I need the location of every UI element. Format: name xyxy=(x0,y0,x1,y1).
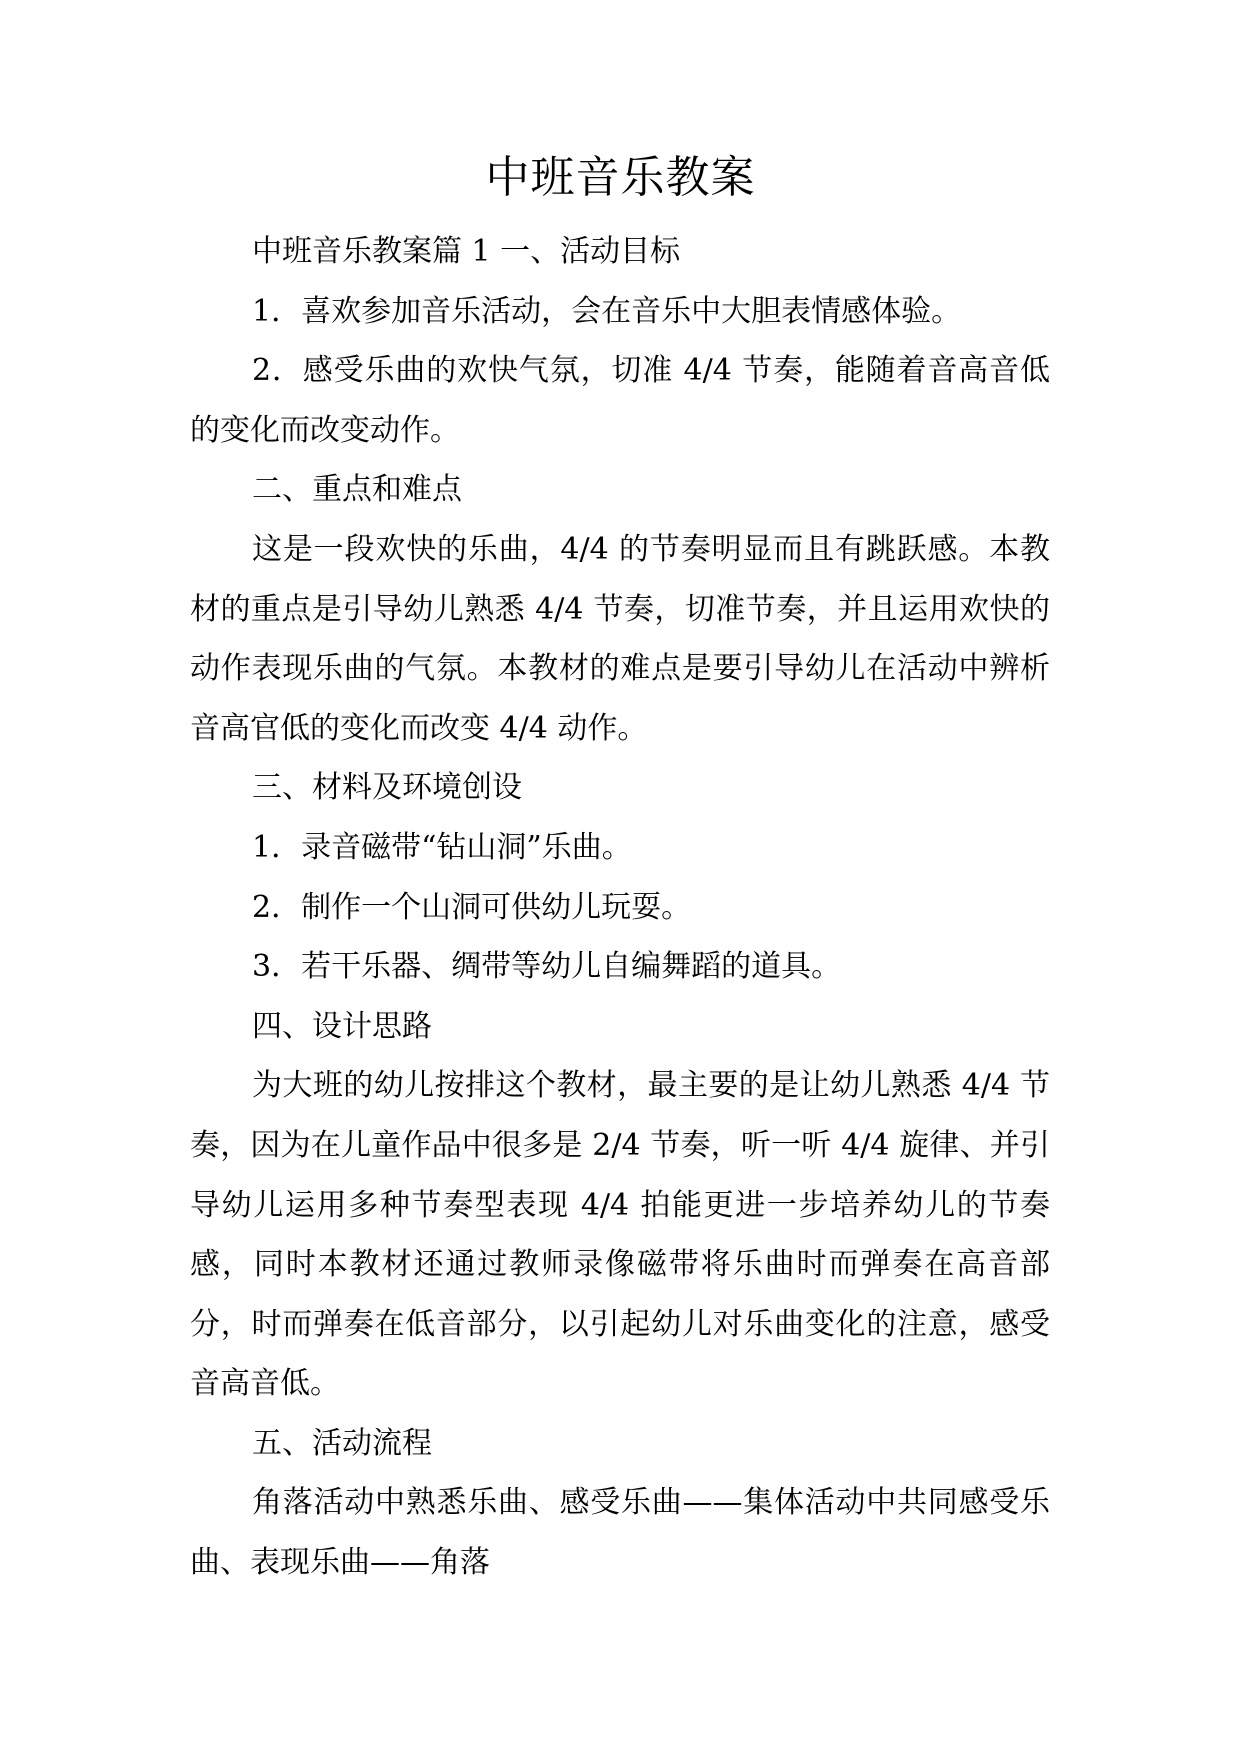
material-item-3: 3．若干乐器、绸带等幼儿自编舞蹈的道具。 xyxy=(252,949,842,985)
section-heading-materials: 三、材料及环境创设 xyxy=(252,770,522,806)
material-item-1: 1．录音磁带“钻山洞”乐曲。 xyxy=(252,829,632,865)
document-body xyxy=(190,222,1050,1593)
goal-item-2: 2．感受乐曲的欢快气氛，切准 4/4 节奏，能随着音高音低的变化而改变动作。 xyxy=(190,353,1050,448)
section-heading-key-points: 二、重点和难点 xyxy=(252,472,462,508)
section-heading-goals: 中班音乐教案篇 1 一、活动目标 xyxy=(252,234,681,269)
design-paragraph: 为大班的幼儿按排这个教材，最主要的是让幼儿熟悉 4/4 节奏，因为在儿童作品中很多是 2/4 节奏，听一听 4/4 旋律、并引导幼儿运用多种节奏型表现 4/4 拍能更进一步培养幼儿的节奏感，同时本教材还通过教师录像磁带将乐曲时而弹奏在高音部分，时而弹奏在低音部分，以引起幼儿对乐曲变化的注意，感受音高音低。 xyxy=(190,1068,1050,1402)
goal-item-1: 1．喜欢参加音乐活动，会在音乐中大胆表情感体验。 xyxy=(252,293,962,329)
process-paragraph: 角落活动中熟悉乐曲、感受乐曲——集体活动中共同感受乐曲、表现乐曲——角落 xyxy=(190,1485,1050,1581)
section-heading-process: 五、活动流程 xyxy=(252,1425,432,1461)
material-item-2: 2．制作一个山洞可供幼儿玩耍。 xyxy=(252,889,692,925)
document-title: 中班音乐教案 xyxy=(485,152,756,203)
section-heading-design: 四、设计思路 xyxy=(252,1008,432,1044)
key-points-paragraph: 这是一段欢快的乐曲，4/4 的节奏明显而且有跳跃感。本教材的重点是引导幼儿熟悉 4/4 节奏，切准节奏，并且运用欢快的动作表现乐曲的气氛。本教材的难点是要引导幼儿在活动中辨析音高官低的变化而改变 4/4 动作。 xyxy=(190,531,1050,746)
